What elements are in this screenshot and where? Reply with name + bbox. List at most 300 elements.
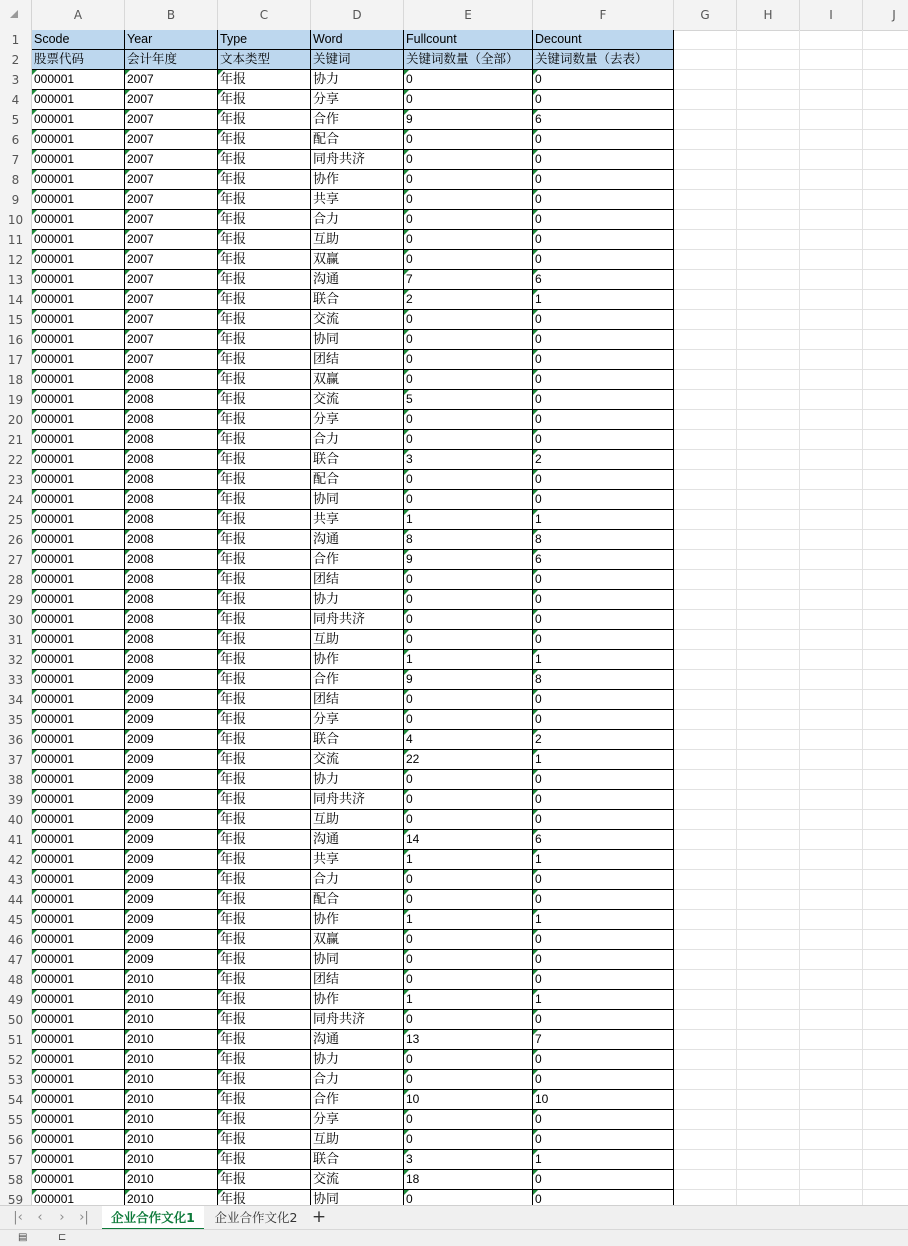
data-cell[interactable]: 000001 (32, 150, 125, 170)
empty-cell[interactable] (800, 610, 863, 630)
empty-cell[interactable] (863, 850, 908, 870)
data-cell[interactable]: 0 (533, 70, 674, 90)
data-cell[interactable]: 0 (404, 90, 533, 110)
data-cell[interactable]: 共享 (311, 850, 404, 870)
data-cell[interactable]: 联合 (311, 450, 404, 470)
data-cell[interactable]: 2008 (125, 430, 218, 450)
data-cell[interactable]: 合作 (311, 550, 404, 570)
empty-cell[interactable] (800, 730, 863, 750)
empty-cell[interactable] (863, 910, 908, 930)
data-cell[interactable]: 年报 (218, 510, 311, 530)
data-cell[interactable]: 协力 (311, 1050, 404, 1070)
empty-cell[interactable] (863, 130, 908, 150)
data-cell[interactable]: 000001 (32, 470, 125, 490)
data-cell[interactable]: 2009 (125, 690, 218, 710)
data-cell[interactable]: 0 (404, 70, 533, 90)
data-cell[interactable]: 2008 (125, 530, 218, 550)
empty-cell[interactable] (674, 830, 737, 850)
empty-cell[interactable] (674, 410, 737, 430)
row-header[interactable]: 21 (0, 430, 32, 450)
empty-cell[interactable] (800, 90, 863, 110)
data-cell[interactable]: 0 (533, 1130, 674, 1150)
sheet-tab-1[interactable]: 企业合作文化1 (102, 1206, 204, 1230)
data-cell[interactable]: 000001 (32, 430, 125, 450)
data-cell[interactable]: 年报 (218, 950, 311, 970)
empty-cell[interactable] (737, 870, 800, 890)
header-cell[interactable]: 会计年度 (125, 50, 218, 70)
empty-cell[interactable] (800, 1130, 863, 1150)
data-cell[interactable]: 0 (533, 470, 674, 490)
accessibility-icon[interactable]: ⊏ (58, 1232, 67, 1243)
empty-cell[interactable] (737, 1010, 800, 1030)
data-cell[interactable]: 2007 (125, 190, 218, 210)
empty-cell[interactable] (863, 790, 908, 810)
data-cell[interactable]: 协同 (311, 950, 404, 970)
data-cell[interactable]: 6 (533, 110, 674, 130)
data-cell[interactable]: 2 (533, 730, 674, 750)
data-cell[interactable]: 2009 (125, 670, 218, 690)
empty-cell[interactable] (800, 430, 863, 450)
row-header[interactable]: 51 (0, 1030, 32, 1050)
row-header[interactable]: 5 (0, 110, 32, 130)
empty-cell[interactable] (674, 50, 737, 70)
row-header[interactable]: 40 (0, 810, 32, 830)
column-header-e[interactable]: E (404, 0, 533, 30)
empty-cell[interactable] (800, 950, 863, 970)
data-cell[interactable]: 000001 (32, 770, 125, 790)
data-cell[interactable]: 1 (533, 290, 674, 310)
data-cell[interactable]: 000001 (32, 1130, 125, 1150)
data-cell[interactable]: 0 (404, 230, 533, 250)
row-header[interactable]: 6 (0, 130, 32, 150)
data-cell[interactable]: 000001 (32, 1170, 125, 1190)
empty-cell[interactable] (737, 230, 800, 250)
row-header[interactable]: 31 (0, 630, 32, 650)
row-header[interactable]: 27 (0, 550, 32, 570)
data-cell[interactable]: 合力 (311, 1070, 404, 1090)
empty-cell[interactable] (800, 1090, 863, 1110)
data-cell[interactable]: 7 (533, 1030, 674, 1050)
empty-cell[interactable] (800, 150, 863, 170)
empty-cell[interactable] (863, 650, 908, 670)
data-cell[interactable]: 团结 (311, 970, 404, 990)
empty-cell[interactable] (737, 670, 800, 690)
data-cell[interactable]: 互助 (311, 1130, 404, 1150)
data-cell[interactable]: 年报 (218, 430, 311, 450)
empty-cell[interactable] (737, 30, 800, 50)
empty-cell[interactable] (863, 110, 908, 130)
data-cell[interactable]: 0 (533, 870, 674, 890)
empty-cell[interactable] (737, 630, 800, 650)
data-cell[interactable]: 0 (404, 970, 533, 990)
data-cell[interactable]: 000001 (32, 110, 125, 130)
data-cell[interactable]: 2008 (125, 550, 218, 570)
empty-cell[interactable] (674, 1190, 737, 1205)
data-cell[interactable]: 000001 (32, 1090, 125, 1110)
data-cell[interactable]: 年报 (218, 770, 311, 790)
data-cell[interactable]: 1 (533, 990, 674, 1010)
empty-cell[interactable] (800, 290, 863, 310)
row-header[interactable]: 57 (0, 1150, 32, 1170)
empty-cell[interactable] (863, 370, 908, 390)
data-cell[interactable]: 年报 (218, 1150, 311, 1170)
empty-cell[interactable] (674, 390, 737, 410)
empty-cell[interactable] (737, 70, 800, 90)
empty-cell[interactable] (674, 1030, 737, 1050)
data-cell[interactable]: 9 (404, 550, 533, 570)
data-cell[interactable]: 000001 (32, 310, 125, 330)
empty-cell[interactable] (863, 990, 908, 1010)
empty-cell[interactable] (800, 350, 863, 370)
column-header-d[interactable]: D (311, 0, 404, 30)
empty-cell[interactable] (800, 770, 863, 790)
data-cell[interactable]: 000001 (32, 130, 125, 150)
data-cell[interactable]: 2007 (125, 270, 218, 290)
empty-cell[interactable] (800, 590, 863, 610)
data-cell[interactable]: 000001 (32, 370, 125, 390)
data-cell[interactable]: 0 (533, 370, 674, 390)
empty-cell[interactable] (863, 1070, 908, 1090)
empty-cell[interactable] (863, 150, 908, 170)
empty-cell[interactable] (863, 570, 908, 590)
data-cell[interactable]: 0 (533, 1110, 674, 1130)
empty-cell[interactable] (674, 670, 737, 690)
empty-cell[interactable] (863, 410, 908, 430)
empty-cell[interactable] (674, 90, 737, 110)
header-cell[interactable]: 关键词数量（去表） (533, 50, 674, 70)
empty-cell[interactable] (737, 150, 800, 170)
data-cell[interactable]: 0 (533, 890, 674, 910)
empty-cell[interactable] (674, 1130, 737, 1150)
empty-cell[interactable] (674, 110, 737, 130)
empty-cell[interactable] (800, 630, 863, 650)
empty-cell[interactable] (674, 30, 737, 50)
data-cell[interactable]: 000001 (32, 570, 125, 590)
empty-cell[interactable] (737, 410, 800, 430)
data-cell[interactable]: 年报 (218, 830, 311, 850)
row-header[interactable]: 22 (0, 450, 32, 470)
data-cell[interactable]: 2008 (125, 490, 218, 510)
empty-cell[interactable] (800, 690, 863, 710)
data-cell[interactable]: 2007 (125, 250, 218, 270)
data-cell[interactable]: 合作 (311, 110, 404, 130)
empty-cell[interactable] (674, 750, 737, 770)
data-cell[interactable]: 000001 (32, 510, 125, 530)
empty-cell[interactable] (863, 950, 908, 970)
row-header[interactable]: 44 (0, 890, 32, 910)
data-cell[interactable]: 2008 (125, 370, 218, 390)
row-header[interactable]: 54 (0, 1090, 32, 1110)
empty-cell[interactable] (737, 970, 800, 990)
data-cell[interactable]: 年报 (218, 290, 311, 310)
data-cell[interactable]: 0 (404, 150, 533, 170)
data-cell[interactable]: 000001 (32, 190, 125, 210)
empty-cell[interactable] (674, 890, 737, 910)
empty-cell[interactable] (737, 1050, 800, 1070)
data-cell[interactable]: 9 (404, 110, 533, 130)
data-cell[interactable]: 000001 (32, 890, 125, 910)
data-cell[interactable]: 0 (404, 210, 533, 230)
data-cell[interactable]: 0 (533, 690, 674, 710)
header-cell[interactable]: 关键词数量（全部） (404, 50, 533, 70)
data-cell[interactable]: 000001 (32, 390, 125, 410)
data-cell[interactable]: 团结 (311, 350, 404, 370)
empty-cell[interactable] (800, 450, 863, 470)
data-cell[interactable]: 2009 (125, 910, 218, 930)
empty-cell[interactable] (863, 1010, 908, 1030)
header-cell[interactable]: 文本类型 (218, 50, 311, 70)
empty-cell[interactable] (863, 630, 908, 650)
row-header[interactable]: 11 (0, 230, 32, 250)
data-cell[interactable]: 2 (533, 450, 674, 470)
data-cell[interactable]: 2008 (125, 410, 218, 430)
data-cell[interactable]: 5 (404, 390, 533, 410)
empty-cell[interactable] (674, 1170, 737, 1190)
data-cell[interactable]: 2007 (125, 350, 218, 370)
data-cell[interactable]: 交流 (311, 310, 404, 330)
data-cell[interactable]: 000001 (32, 1190, 125, 1205)
data-cell[interactable]: 0 (533, 130, 674, 150)
next-sheet-button[interactable]: › (59, 1210, 65, 1225)
data-cell[interactable]: 0 (404, 350, 533, 370)
data-cell[interactable]: 6 (533, 550, 674, 570)
empty-cell[interactable] (800, 110, 863, 130)
data-cell[interactable]: 0 (404, 690, 533, 710)
empty-cell[interactable] (737, 710, 800, 730)
column-header-h[interactable]: H (737, 0, 800, 30)
row-header[interactable]: 20 (0, 410, 32, 430)
data-cell[interactable]: 0 (533, 170, 674, 190)
data-cell[interactable]: 8 (404, 530, 533, 550)
empty-cell[interactable] (674, 290, 737, 310)
data-cell[interactable]: 2008 (125, 630, 218, 650)
data-cell[interactable]: 000001 (32, 610, 125, 630)
data-cell[interactable]: 000001 (32, 410, 125, 430)
row-header[interactable]: 28 (0, 570, 32, 590)
data-cell[interactable]: 0 (533, 950, 674, 970)
data-cell[interactable]: 配合 (311, 130, 404, 150)
prev-sheet-button[interactable]: ‹ (37, 1210, 43, 1225)
data-cell[interactable]: 000001 (32, 270, 125, 290)
empty-cell[interactable] (737, 210, 800, 230)
empty-cell[interactable] (737, 1170, 800, 1190)
data-cell[interactable]: 2009 (125, 950, 218, 970)
empty-cell[interactable] (674, 630, 737, 650)
empty-cell[interactable] (737, 1110, 800, 1130)
empty-cell[interactable] (863, 230, 908, 250)
data-cell[interactable]: 6 (533, 270, 674, 290)
data-cell[interactable]: 000001 (32, 750, 125, 770)
data-cell[interactable]: 年报 (218, 330, 311, 350)
row-header[interactable]: 14 (0, 290, 32, 310)
data-cell[interactable]: 年报 (218, 1170, 311, 1190)
data-cell[interactable]: 1 (533, 910, 674, 930)
data-cell[interactable]: 0 (404, 370, 533, 390)
empty-cell[interactable] (737, 570, 800, 590)
empty-cell[interactable] (737, 90, 800, 110)
empty-cell[interactable] (674, 970, 737, 990)
empty-cell[interactable] (674, 770, 737, 790)
row-header[interactable]: 59 (0, 1190, 32, 1205)
column-header-j[interactable]: J (863, 0, 908, 30)
row-header[interactable]: 26 (0, 530, 32, 550)
data-cell[interactable]: 沟通 (311, 270, 404, 290)
empty-cell[interactable] (863, 90, 908, 110)
data-cell[interactable]: 0 (533, 350, 674, 370)
data-cell[interactable]: 协同 (311, 490, 404, 510)
empty-cell[interactable] (800, 1170, 863, 1190)
data-cell[interactable]: 0 (404, 130, 533, 150)
empty-cell[interactable] (863, 930, 908, 950)
empty-cell[interactable] (737, 930, 800, 950)
empty-cell[interactable] (737, 590, 800, 610)
data-cell[interactable]: 年报 (218, 970, 311, 990)
empty-cell[interactable] (674, 650, 737, 670)
row-header[interactable]: 33 (0, 670, 32, 690)
empty-cell[interactable] (863, 1130, 908, 1150)
row-header[interactable]: 9 (0, 190, 32, 210)
data-cell[interactable]: 年报 (218, 190, 311, 210)
empty-cell[interactable] (800, 370, 863, 390)
data-cell[interactable]: 共享 (311, 190, 404, 210)
data-cell[interactable]: 000001 (32, 850, 125, 870)
data-cell[interactable]: 1 (533, 850, 674, 870)
empty-cell[interactable] (800, 810, 863, 830)
data-cell[interactable]: 年报 (218, 990, 311, 1010)
data-cell[interactable]: 0 (404, 890, 533, 910)
data-cell[interactable]: 0 (404, 410, 533, 430)
data-cell[interactable]: 年报 (218, 170, 311, 190)
row-header[interactable]: 35 (0, 710, 32, 730)
data-cell[interactable]: 0 (404, 1070, 533, 1090)
data-cell[interactable]: 合作 (311, 670, 404, 690)
data-cell[interactable]: 2007 (125, 310, 218, 330)
data-cell[interactable]: 年报 (218, 270, 311, 290)
data-cell[interactable]: 互助 (311, 630, 404, 650)
sheet-tab-2[interactable]: 企业合作文化2 (214, 1210, 298, 1225)
data-cell[interactable]: 2010 (125, 1030, 218, 1050)
column-header-i[interactable]: I (800, 0, 863, 30)
data-cell[interactable]: 合力 (311, 210, 404, 230)
data-cell[interactable]: 0 (404, 470, 533, 490)
empty-cell[interactable] (737, 470, 800, 490)
data-cell[interactable]: 团结 (311, 690, 404, 710)
data-cell[interactable]: 分享 (311, 710, 404, 730)
data-cell[interactable]: 000001 (32, 910, 125, 930)
empty-cell[interactable] (863, 430, 908, 450)
empty-cell[interactable] (737, 810, 800, 830)
empty-cell[interactable] (863, 190, 908, 210)
data-cell[interactable]: 8 (533, 670, 674, 690)
empty-cell[interactable] (800, 970, 863, 990)
empty-cell[interactable] (674, 430, 737, 450)
data-cell[interactable]: 0 (404, 250, 533, 270)
row-header[interactable]: 16 (0, 330, 32, 350)
empty-cell[interactable] (800, 1070, 863, 1090)
data-cell[interactable]: 同舟共济 (311, 610, 404, 630)
empty-cell[interactable] (737, 290, 800, 310)
data-cell[interactable]: 年报 (218, 390, 311, 410)
data-cell[interactable]: 年报 (218, 870, 311, 890)
data-cell[interactable]: 0 (404, 1190, 533, 1205)
data-cell[interactable]: 互助 (311, 230, 404, 250)
empty-cell[interactable] (674, 330, 737, 350)
empty-cell[interactable] (800, 490, 863, 510)
row-header[interactable]: 39 (0, 790, 32, 810)
row-header[interactable]: 4 (0, 90, 32, 110)
empty-cell[interactable] (737, 990, 800, 1010)
row-header[interactable]: 41 (0, 830, 32, 850)
data-cell[interactable]: 协同 (311, 1190, 404, 1205)
data-cell[interactable]: 1 (404, 510, 533, 530)
data-cell[interactable]: 000001 (32, 590, 125, 610)
empty-cell[interactable] (737, 190, 800, 210)
data-cell[interactable]: 2010 (125, 1190, 218, 1205)
data-cell[interactable]: 2007 (125, 70, 218, 90)
data-cell[interactable]: 年报 (218, 730, 311, 750)
data-cell[interactable]: 1 (404, 990, 533, 1010)
data-cell[interactable]: 年报 (218, 130, 311, 150)
empty-cell[interactable] (800, 530, 863, 550)
data-cell[interactable]: 000001 (32, 650, 125, 670)
empty-cell[interactable] (863, 450, 908, 470)
empty-cell[interactable] (863, 510, 908, 530)
data-cell[interactable]: 同舟共济 (311, 1010, 404, 1030)
row-header[interactable]: 56 (0, 1130, 32, 1150)
data-cell[interactable]: 0 (533, 1010, 674, 1030)
data-cell[interactable]: 年报 (218, 650, 311, 670)
empty-cell[interactable] (863, 390, 908, 410)
empty-cell[interactable] (863, 1050, 908, 1070)
data-cell[interactable]: 2009 (125, 770, 218, 790)
data-cell[interactable]: 年报 (218, 550, 311, 570)
empty-cell[interactable] (674, 870, 737, 890)
empty-cell[interactable] (737, 250, 800, 270)
data-cell[interactable]: 年报 (218, 230, 311, 250)
empty-cell[interactable] (737, 790, 800, 810)
data-cell[interactable]: 2010 (125, 1090, 218, 1110)
data-cell[interactable]: 0 (404, 330, 533, 350)
empty-cell[interactable] (863, 890, 908, 910)
data-cell[interactable]: 0 (404, 1110, 533, 1130)
empty-cell[interactable] (737, 350, 800, 370)
data-cell[interactable]: 2010 (125, 1070, 218, 1090)
row-header[interactable]: 2 (0, 50, 32, 70)
empty-cell[interactable] (737, 890, 800, 910)
data-cell[interactable]: 2010 (125, 1170, 218, 1190)
empty-cell[interactable] (737, 450, 800, 470)
empty-cell[interactable] (737, 430, 800, 450)
row-header[interactable]: 37 (0, 750, 32, 770)
data-cell[interactable]: 2007 (125, 130, 218, 150)
empty-cell[interactable] (674, 350, 737, 370)
data-cell[interactable]: 年报 (218, 450, 311, 470)
data-cell[interactable]: 0 (533, 310, 674, 330)
empty-cell[interactable] (800, 1190, 863, 1205)
data-cell[interactable]: 0 (533, 390, 674, 410)
empty-cell[interactable] (800, 270, 863, 290)
data-cell[interactable]: 000001 (32, 210, 125, 230)
data-cell[interactable]: 1 (533, 1150, 674, 1170)
data-cell[interactable]: 3 (404, 1150, 533, 1170)
row-header[interactable]: 29 (0, 590, 32, 610)
empty-cell[interactable] (674, 450, 737, 470)
data-cell[interactable]: 年报 (218, 250, 311, 270)
data-cell[interactable]: 年报 (218, 1010, 311, 1030)
row-header[interactable]: 7 (0, 150, 32, 170)
data-cell[interactable]: 000001 (32, 670, 125, 690)
header-cell[interactable]: Type (218, 30, 311, 50)
